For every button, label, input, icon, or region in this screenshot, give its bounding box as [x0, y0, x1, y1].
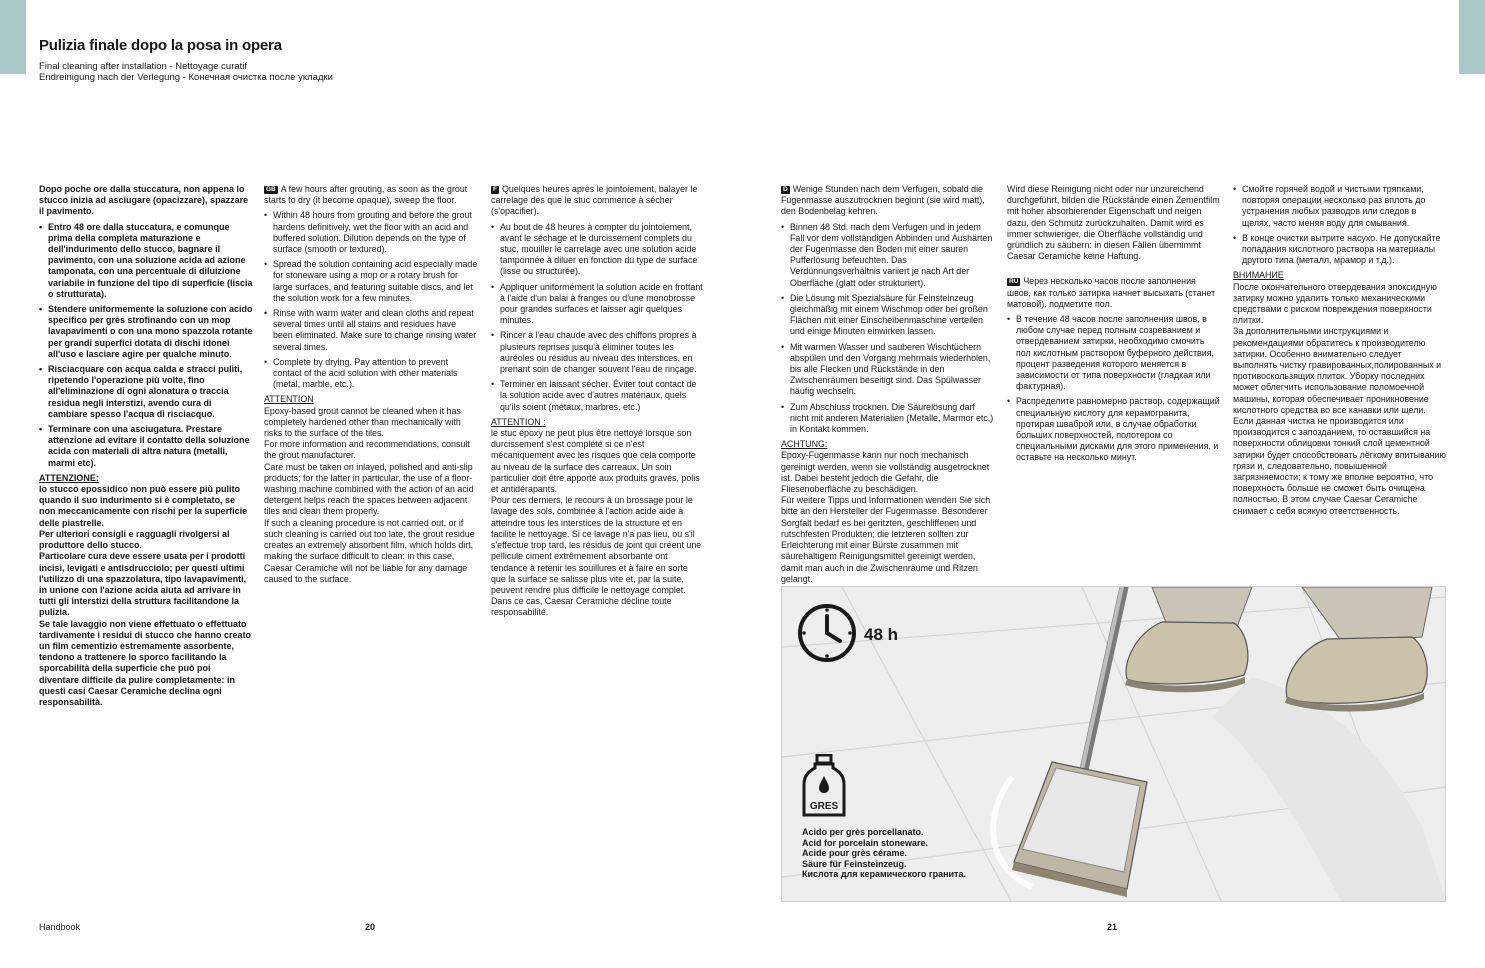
- italian-steps: [39, 222, 253, 469]
- german-warning-text: Epoxy-Fugenmasse kann nur noch mechanisch gereinigt werden, wenn sie vollständig ausgetrocknet ist. Dabei besteht jedoch die Gefahr, die Fliesenoberfläche zu beschädigen.: [781, 450, 990, 495]
- italian-intro: Dopo poche ore dalla stuccatura, non appena lo stucco inizia ad asciugare (opacizzare), spazzare il pavimento.: [39, 184, 249, 217]
- english-late: If such a cleaning procedure is not carried out, or if such cleaning is carried out too late, the grout residue creates an extremely absorbent film, which holds dirt, making the surface difficult to clean: in this case, Caesar Ceramiche will not be liable for any damage caused to the surface.: [264, 517, 475, 584]
- subtitle-line-1: Final cleaning after installation - Nettoyage curatif: [39, 61, 248, 72]
- english-warning-label: ATTENTION: [264, 394, 314, 405]
- list-item: • Stendere uniformemente la soluzione con acido specifico per grès strofinando con un mop lavapavimenti o con una mono spazzola rotante per grandi superfici dotata di dischi idonei all'uso e lasciare agire per qualche minuto.: [39, 304, 253, 360]
- italian-care: Particolare cura deve essere usata per i prodotti incisi, levigati e antisdrucciolo; per questi ultimi l'utilizzo di una spazzolatura, tipo lavapavimenti, in unione con l'azione acida aiuta ad arrivare in tutti gli interstizi della struttura facilitandone la pulizia.: [39, 551, 247, 618]
- bottle-label: GRES: [809, 801, 839, 812]
- page-number-right: 21: [1107, 922, 1118, 932]
- italian-warning-label: ATTENZIONE:: [39, 472, 99, 483]
- list-item: • Die Lösung mit Spezialsäure für Feinsteinzeug gleichmäßig mit einem Wischmop oder bei großen Flächen mit einer Einscheibenmaschine verteilen und einige Minuten einwirken lassen.: [781, 293, 995, 338]
- russian-intro: Через несколько часов после заполнения швов, как только затирка начнет высыхать (станет матовой), подметите пол.: [1007, 276, 1216, 309]
- russian-column: [1233, 184, 1447, 517]
- english-warning-text: Epoxy-based grout cannot be cleaned when it has completely hardened other than mechanically with risks to the surface of the tiles.: [264, 405, 461, 439]
- acid-line-de: Säure für Feinsteinzeug.: [802, 858, 907, 869]
- lang-badge-gb: GB: [266, 186, 276, 193]
- lang-badge-ru: RU: [1009, 278, 1019, 286]
- italian-late: Se tale lavaggio non viene effettuato o effettuato tardivamente i residui di stucco che hanno creato un film cementizio estremamente assorbente, tendono a trattenere lo sporco facilitando la sporcabilità della superficie che può poi diventare difficile da pulire completamente: in questi casi Caesar Ceramiche declina ogni responsabilità.: [39, 618, 252, 707]
- german-steps: [781, 222, 995, 436]
- acid-line-ru: Кислота для керамического гранита.: [802, 869, 966, 880]
- list-item: • В конце очистки вытрите насухо. Не допускайте попадания кислотного раствора на материалы другого типа (металл, мрамор и т.д.).: [1233, 233, 1447, 267]
- list-item: • Binnen 48 Std. nach dem Verfugen und in jedem Fall vor dem vollständigen Abbinden und Aushärten der Fugenmasse den Boden mit einer sauren Pufferlösung befeuchten. Das Verdünnungsverhältnis variiert je nach Art der Oberfläche (glatt oder strukturiert).: [781, 222, 995, 289]
- italian-advice: Per ulteriori consigli e ragguagli rivolgersi al produttore dello stucco.: [39, 528, 230, 551]
- german-warning-label: ACHTUNG:: [781, 439, 828, 450]
- list-item: • Смойте горячей водой и чистыми тряпками, повторяя операции несколько раз вплоть до устранения любых разводов или следов в щелях, часто меняя воду для смывания.: [1233, 184, 1447, 229]
- french-intro: Quelques heures après le jointoiement, balayer le carrelage dès que le stuc commence à sécher (s'opacifier).: [491, 184, 698, 217]
- russian-steps-continued: [1233, 184, 1447, 266]
- russian-warning-text: После окончательного отвердевания эпоксидную затирку можно удалить только механическими средствами с риском повреждения поверхности плитки.: [1233, 281, 1437, 326]
- list-item: • Spread the solution containing acid especially made for stoneware using a mop or a rotary brush for large surfaces, and featuring suitable discs, and let the solution work for a few minutes.: [264, 259, 478, 304]
- lang-badge-f: F: [493, 186, 497, 193]
- right-color-tab: [1459, 0, 1485, 74]
- list-item: • Rinse with warm water and clean cloths and repeat several times until all stains and residues have been eliminated. Make sure to change rinsing water several times.: [264, 308, 478, 353]
- french-warning-text: le stuc époxy ne peut plus être nettoyé lorsque son durcissement s'est complété si ce n'est mécaniquement avec les risques que cela comporte au niveau de la surface des carreaux. Un soin particulier doit être apporté aux produits gravés, polis et antidérapants.: [491, 428, 700, 495]
- list-item: • Appliquer uniformément la solution acide en frottant à l'aide d'un balai à franges ou d'une monobrosse pour grandes surfaces et laisser agir quelques minutes.: [491, 282, 705, 327]
- english-column: [264, 184, 478, 585]
- acid-line-en: Acid for porcelain stoneware.: [802, 837, 929, 848]
- acid-line-it: Acido per grès porcellanato.: [802, 827, 924, 837]
- cleaning-illustration: [781, 586, 1446, 902]
- page-subtitle: [39, 61, 333, 83]
- english-intro: A few hours after grouting, as soon as the grout starts to dry (it become opaque), sweep the floor.: [264, 184, 468, 206]
- french-warning-label: ATTENTION :: [491, 416, 546, 427]
- page-number-left: 20: [365, 922, 376, 932]
- german-late: Wird diese Reinigung nicht oder nur unzureichend durchgeführt, bilden die Rückstände einen Zementfilm mit hoher absorbierender Eigenschaft und neigen dazu, den Schmutz zurückzuhalten. Damit wird es immer schwieriger, die Oberfläche vollständig und gründlich zu säubern: in diesen Fällen übernimmt Caesar Ceramiche keine Haftung.: [1007, 184, 1220, 262]
- german-advice: Für weitere Tipps und Informationen wenden Sie sich bitte an den Hersteller der Fugenmasse. Besonderer Sorgfalt bedarf es bei geritzten, geschliffenen und rutschfesten Produkten; die letzteren sollten zur Erleichterung mit einer Bürste zusammen mit säurehaltigem Reinigungsmittel gereinigt werden, damit man auch in die Zwischenräume und Ritzen gelangt.: [781, 495, 991, 584]
- left-color-tab: [0, 0, 26, 74]
- list-item: • Risciacquare con acqua calda e stracci puliti, ripetendo l'operazione più volte, fino all'eliminazione di ogni alonatura o traccia residua negli interstizi, avendo cura di cambiare spesso l'acqua di risciacquo.: [39, 364, 253, 420]
- clock-icon: [796, 602, 858, 664]
- list-item: • Zum Abschluss trocknen. Die Säurelösung darf nicht mit anderen Materialien (Metalle, Marmor etc.) in Kontakt kommen.: [781, 402, 995, 436]
- list-item: • Entro 48 ore dalla stuccatura, e comunque prima della completa maturazione e dell'indurimento dello stucco, bagnare il pavimento, con una soluzione acida ad azione tamponata, con una percentuale di diluizione variabile in funzione del tipo di superficie (liscia o strutturata).: [39, 222, 253, 300]
- subtitle-line-2: Endreinigung nach der Verlegung - Конечная очистка после укладки: [39, 72, 333, 83]
- page-title: Pulizia finale dopo la posa in opera: [39, 37, 282, 54]
- russian-late: За дополнительными инструкциями и рекомендациями обратитесь к производителю затирки. Особенно внимательно следует выполнять чистку гравированных,полированных и противоскользящих плиток. Уборку последних может облегчить использование поломоечной машины, которая обеспечивает проникновение кислотного средства во все канавки или щели. Если данная чистка не производится или производится с запозданием, то оставшийся на поверхности облицовки тонкий слой цементной затирки будет способствовать лёгкому впитыванию грязи и, следовательно, повышенной загрязняемости; к тому же вполне вероятно, что поверхность больше не сможет быть очищена полностью. В этом случае Caesar Ceramiche снимает с себя всякую ответственность.: [1233, 326, 1447, 516]
- french-column: [491, 184, 705, 619]
- russian-steps: [1007, 314, 1221, 464]
- list-item: • Within 48 hours from grouting and before the grout hardens definitively, wet the floor with an acid and buffered solution. Dilution depends on the type of surface (smooth or textured).: [264, 210, 478, 255]
- german-column: [781, 184, 995, 585]
- list-item: • Terminer en laissant sécher. Éviter tout contact de la solution acide avec d'autres matériaux, quels qu'ils soient (métaux, marbres, etc.): [491, 379, 705, 413]
- german-intro: Wenige Stunden nach dem Verfugen, sobald die Fugenmasse auszutrocknen beginnt (sie wird matt), den Bodenbelag kehren.: [781, 184, 985, 217]
- german-russian-column: [1007, 184, 1221, 468]
- footer-handbook: Handbook: [39, 922, 81, 932]
- list-item: • Terminare con una asciugatura. Prestare attenzione ad evitare il contatto della soluzione acida con materiali di altra natura (metalli, marmi etc).: [39, 424, 253, 469]
- russian-warning-label: ВНИМАНИЕ: [1233, 270, 1284, 281]
- list-item: • Mit warmen Wasser und sauberen Wischtüchern abspülen und den Vorgang mehrmals wiederholen, bis alle Flecken und Rückstände in den Zwischenräumen beseitigt sind. Das Spülwasser häufig wechseln.: [781, 342, 995, 398]
- italian-warning-text: lo stucco epossidico non può essere più pulito quando il suo indurimento si è completato, se non meccanicamente con rischi per la superficie delle piastrelle.: [39, 484, 248, 528]
- english-care: Care must be taken on inlayed, polished and anti-slip products; for the latter in particular, the use of a floor-washing machine combined with the action of an acid detergent helps reach the spaces between adjacent tiles and clean them properly.: [264, 461, 474, 517]
- list-item: • Rincer à l'eau chaude avec des chiffons propres à plusieurs reprises jusqu'à éliminer toutes les auréoles ou résidus au niveau des interstices, en prenant soin de changer souvent l'eau de rinçage.: [491, 330, 705, 375]
- acid-line-fr: Acide pour grès cérame.: [802, 848, 908, 859]
- list-item: • Au bout de 48 heures à compter du jointoiement, avant le séchage et le durcissement complets du stuc, mouiller le carrelage avec une solution acide tamponnée à diluer en fonction du type de surface (lisse ou structurée).: [491, 222, 705, 278]
- acid-bottle-icon: [801, 754, 847, 818]
- list-item: • В течение 48 часов после заполнения швов, в любом случае перед полным созреванием и отвердеванием затирки, необходимо смочить пол кислотным раствором буферного действия, процент разведения которого меняется в зависимости от типа поверхности (гладкая или фактурная).: [1007, 314, 1221, 392]
- time-label: 48 h: [864, 625, 899, 644]
- lang-badge-d: D: [783, 186, 788, 193]
- list-item: • Распределите равномерно раствор, содержащий специальную кислоту для керамогранита, протирая шваброй или, в случае обработки больших поверхностей, полотером со специальными дисками для этого применения, и оставьте на несколько минут.: [1007, 396, 1221, 463]
- acid-description: [802, 827, 966, 880]
- french-steps: [491, 222, 705, 413]
- italian-column: [39, 184, 253, 708]
- english-advice: For more information and recommendations, consult the grout manufacturer.: [264, 439, 470, 461]
- english-steps: [264, 210, 478, 390]
- french-late: Pour ces derniers, le recours à un brossage pour le lavage des sols, combinée à l'action acide aide à atteindre tous les interstices de la structure et en facilite le nettoyage. Si ce lavage n'a pas lieu, ou s'il s'effectue trop tard, les résidus de joint qui créent une pellicule ciment extrêmement absorbante ont tendance à retenir les souillures et à faire en sorte que la surface se salisse plus vite et, par la suite, peuvent rendre plus difficile le nettoyage complet. Dans ce cas, Caesar Ceramiche décline toute responsabilité.: [491, 495, 702, 618]
- list-item: • Complete by drying. Pay attention to prevent contact of the acid solution with other materials (metal, marble, etc.).: [264, 357, 478, 391]
